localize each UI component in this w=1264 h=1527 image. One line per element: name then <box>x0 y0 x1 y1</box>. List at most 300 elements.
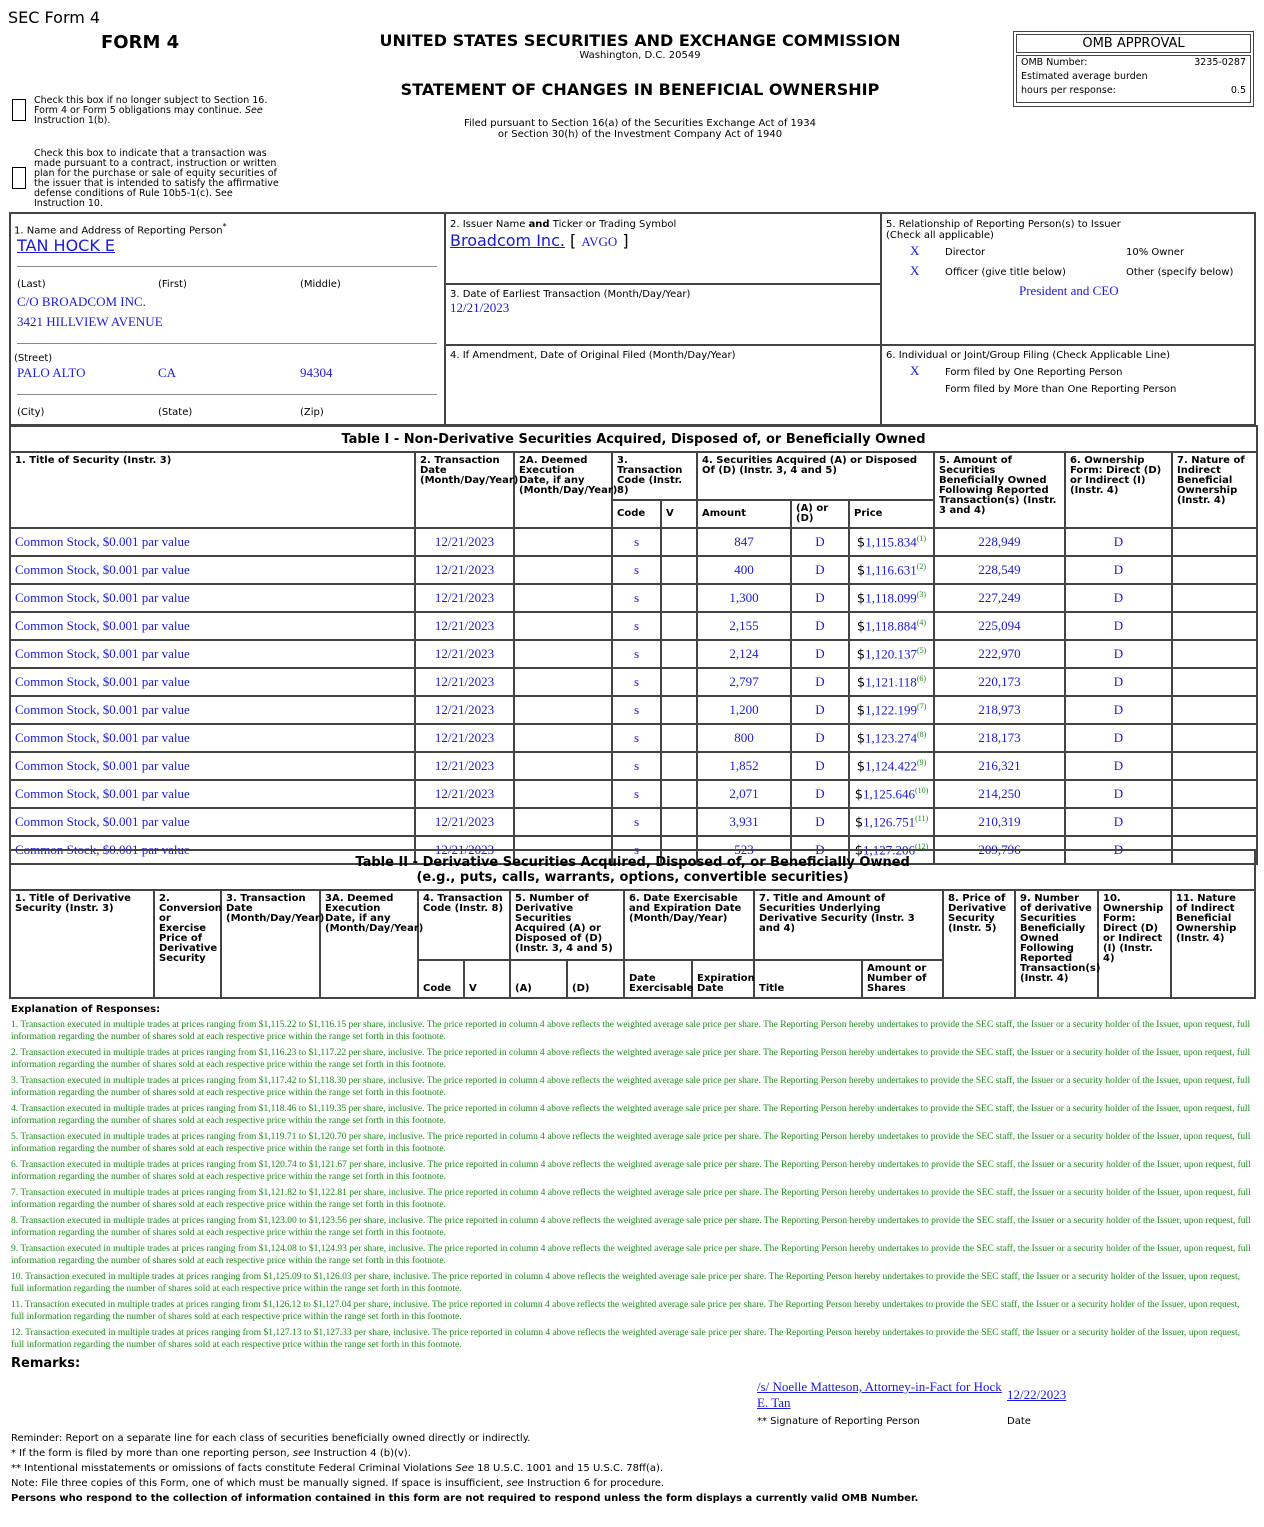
officer-title: President and CEO <box>1019 283 1119 298</box>
derivative-table <box>9 849 1256 999</box>
footnote: 12. Transaction executed in multiple trades at prices ranging from $1,127.13 to $1,127.33 per share, inclusive. The price reported in column 4 above reflects the weighted average sale price per share. The Reporting Person hereby undertakes to provide the SEC staff, the Issuer or a security holder of the Issuer, upon request, full information regarding the number of shares sold at each respective price within the range set forth in this footnote. <box>11 1328 1240 1350</box>
table-row <box>10 696 1257 724</box>
table2-title-1: Table II - Derivative Securities Acquired, Disposed of, or Beneficially Owned <box>355 855 910 870</box>
checkbox1-line-c: Instruction 1(b). <box>34 115 111 126</box>
note-misstatements-b: 18 U.S.C. 1001 and 15 U.S.C. 78ff(a). <box>477 1463 664 1474</box>
explanation-section <box>11 1004 1251 1355</box>
v-cell <box>661 640 697 668</box>
table2-subcol-amount: Amount or Number of Shares <box>862 960 943 998</box>
explanation-heading: Explanation of Responses: <box>11 1004 161 1015</box>
transaction-code-cell: s <box>612 808 661 836</box>
one-reporting-person-label: Form filed by One Reporting Person <box>945 367 1123 378</box>
ownership-form-cell: D <box>1065 724 1172 752</box>
table2-col-title: 1. Title of Derivative Security (Instr. 3) <box>10 890 154 998</box>
checkbox2-line: the issuer that is intended to satisfy the affirmative <box>34 178 279 189</box>
checkbox2-line: plan for the purchase or sale of equity securities of <box>34 168 277 179</box>
ownership-form-cell: D <box>1065 640 1172 668</box>
dollar-sign: $ <box>856 675 866 691</box>
dollar-sign: $ <box>854 843 863 859</box>
issuer-name-link[interactable]: Broadcom Inc. <box>450 231 565 250</box>
security-title-cell: Common Stock, $0.001 par value <box>10 584 415 612</box>
footnote-ref: (6) <box>916 673 927 683</box>
price-cell <box>849 696 934 724</box>
table2-subcol-a: (A) <box>510 960 567 998</box>
table1-col-ownership-form: 6. Ownership Form: Direct (D) or Indirect (I) (Instr. 4) <box>1065 452 1172 528</box>
price-value: 1,120.137 <box>864 646 917 662</box>
transaction-date-cell: 12/21/2023 <box>415 752 514 780</box>
table2-col-number: 5. Number of Derivative Securities Acquired (A) or Disposed of (D) (Instr. 3, 4 and 5) <box>510 890 624 960</box>
transaction-code-cell: s <box>612 724 661 752</box>
dollar-sign: $ <box>856 563 866 579</box>
amount-cell: 3,931 <box>697 808 791 836</box>
a-or-d-cell: D <box>791 584 849 612</box>
table2-col-underlying: 7. Title and Amount of Securities Underlying Derivative Security (Instr. 3 and 4) <box>754 890 943 960</box>
ticker-bracket-open: [ <box>570 231 577 250</box>
no-longer-subject-text <box>34 96 274 126</box>
first-label: (First) <box>158 279 187 290</box>
table-row <box>10 556 1257 584</box>
remarks-heading: Remarks: <box>11 1356 81 1371</box>
a-or-d-cell: D <box>791 752 849 780</box>
amount-owned-cell: 220,173 <box>934 668 1065 696</box>
note-misstatements-a: ** Intentional misstatements or omissions of facts constitute Federal Criminal Violations <box>11 1463 453 1474</box>
footnote: 8. Transaction executed in multiple trades at prices ranging from $1,123.00 to $1,123.56 per share, inclusive. The price reported in column 4 above reflects the weighted average sale price per share. The Reporting Person hereby undertakes to provide the SEC staff, the Issuer or a security holder of the Issuer, upon request, full information regarding the number of shares sold at each respective price within the range set forth in this footnote. <box>11 1216 1251 1238</box>
v-cell <box>661 556 697 584</box>
v-cell <box>661 668 697 696</box>
amount-cell: 523 <box>697 836 791 864</box>
table1-subcol-amount: Amount <box>697 500 791 528</box>
transaction-date-cell: 12/21/2023 <box>415 696 514 724</box>
price-cell <box>849 556 934 584</box>
security-title-cell: Common Stock, $0.001 par value <box>10 640 415 668</box>
signature-label: ** Signature of Reporting Person <box>757 1416 920 1427</box>
table-row <box>10 584 1257 612</box>
amount-owned-cell: 216,321 <box>934 752 1065 780</box>
multiple-reporting-persons-label: Form filed by More than One Reporting Person <box>945 384 1177 395</box>
table2-subcol-code: Code <box>418 960 464 998</box>
footnote-ref: (4) <box>916 617 927 627</box>
form-title: FORM 4 <box>101 32 180 53</box>
checkbox1-see: See <box>244 105 263 116</box>
price-value: 1,122.199 <box>864 702 917 718</box>
agency-name: UNITED STATES SECURITIES AND EXCHANGE COMMISSION <box>379 31 901 50</box>
filing-type-box <box>880 344 1256 426</box>
amount-cell: 847 <box>697 528 791 556</box>
note-misstatements-see: See <box>455 1463 474 1474</box>
v-cell <box>661 696 697 724</box>
transaction-code-cell: s <box>612 836 661 864</box>
transaction-code-cell: s <box>612 640 661 668</box>
table2-col-exercise-dates: 6. Date Exercisable and Expiration Date (Month/Day/Year) <box>624 890 754 960</box>
price-cell <box>849 584 934 612</box>
table-row <box>10 724 1257 752</box>
a-or-d-cell: D <box>791 780 849 808</box>
ownership-form-cell: D <box>1065 528 1172 556</box>
box3-label: 3. Date of Earliest Transaction (Month/Day/Year) <box>450 289 691 300</box>
ownership-form-cell: D <box>1065 808 1172 836</box>
price-value: 1,116.631 <box>865 562 917 578</box>
footnote-ref: (9) <box>916 757 927 767</box>
date-label: Date <box>1007 1416 1031 1427</box>
director-check-mark: X <box>910 243 920 258</box>
nature-cell <box>1172 808 1257 836</box>
issuer-box <box>444 212 882 285</box>
footnote: 9. Transaction executed in multiple trades at prices ranging from $1,124.08 to $1,124.93 per share, inclusive. The price reported in column 4 above reflects the weighted average sale price per share. The Reporting Person hereby undertakes to provide the SEC staff, the Issuer or a security holder of the Issuer, upon request, full information regarding the number of shares sold at each respective price within the range set forth in this footnote. <box>11 1244 1251 1266</box>
dollar-sign: $ <box>854 787 863 803</box>
omb-number-value: 3235-0287 <box>1194 57 1246 68</box>
box1-label: 1. Name and Address of Reporting Person <box>14 225 223 237</box>
box6-label: 6. Individual or Joint/Group Filing (Check Applicable Line) <box>886 350 1171 361</box>
rule-10b5-1-checkbox[interactable] <box>12 167 26 189</box>
ticker-bracket-close: ] <box>622 231 629 250</box>
amount-owned-cell: 225,094 <box>934 612 1065 640</box>
price-value: 1,127.206 <box>862 842 915 858</box>
table2-col-deemed-date: 3A. Deemed Execution Date, if any (Month/Day/Year) <box>320 890 418 998</box>
transaction-date-cell: 12/21/2023 <box>415 584 514 612</box>
dollar-sign: $ <box>856 619 866 635</box>
dollar-sign: $ <box>856 535 866 551</box>
reporting-person-box <box>9 212 446 426</box>
filed-pursuant-1: Filed pursuant to Section 16(a) of the Securities Exchange Act of 1934 <box>464 118 816 129</box>
table-row <box>10 528 1257 556</box>
price-value: 1,118.884 <box>865 618 917 634</box>
price-cell <box>849 668 934 696</box>
security-title-cell: Common Stock, $0.001 par value <box>10 668 415 696</box>
ownership-form-cell: D <box>1065 584 1172 612</box>
checkbox2-line: made pursuant to a contract, instruction or written <box>34 158 277 169</box>
table2-col-ownership-form: 10. Ownership Form: Direct (D) or Indirect (I) (Instr. 4) <box>1098 890 1171 998</box>
footnote: 4. Transaction executed in multiple trades at prices ranging from $1,118.46 to $1,119.35 per share, inclusive. The price reported in column 4 above reflects the weighted average sale price per share. The Reporting Person hereby undertakes to provide the SEC staff, the Issuer or a security holder of the Issuer, upon request, full information regarding the number of shares sold at each respective price within the range set forth in this footnote. <box>11 1104 1251 1126</box>
amount-cell: 1,200 <box>697 696 791 724</box>
dollar-sign: $ <box>856 703 865 719</box>
table1-col-date: 2. Transaction Date (Month/Day/Year) <box>415 452 514 528</box>
security-title-cell: Common Stock, $0.001 par value <box>10 808 415 836</box>
price-value: 1,124.422 <box>864 758 917 774</box>
dollar-sign: $ <box>856 591 866 607</box>
footnote-ref: (10) <box>914 785 929 795</box>
footnote-ref: (5) <box>916 645 927 655</box>
price-value: 1,118.099 <box>865 590 917 606</box>
amount-cell: 1,852 <box>697 752 791 780</box>
table2-title-2: (e.g., puts, calls, warrants, options, convertible securities) <box>416 870 849 885</box>
checkbox1-line-a: Check this box if no longer subject to Section 16. <box>34 95 268 106</box>
table1-subcol-a-or-d: (A) or (D) <box>791 500 849 528</box>
table-row <box>10 668 1257 696</box>
v-cell <box>661 584 697 612</box>
city-label: (City) <box>17 407 45 418</box>
nature-cell <box>1172 556 1257 584</box>
ownership-form-cell: D <box>1065 696 1172 724</box>
statement-title: STATEMENT OF CHANGES IN BENEFICIAL OWNERSHIP <box>400 80 880 99</box>
table1-col-amount-owned: 5. Amount of Securities Beneficially Owned Following Reported Transaction(s) (Instr. 3 and 4) <box>934 452 1065 528</box>
signature-date-link[interactable]: 12/22/2023 <box>1007 1387 1067 1402</box>
zip-value: 94304 <box>300 365 333 380</box>
nature-cell <box>1172 640 1257 668</box>
checkbox2-line: Check this box to indicate that a transaction was <box>34 148 267 159</box>
footnote-ref: (2) <box>916 561 927 571</box>
price-value: 1,115.834 <box>865 534 917 550</box>
note-reminder: Reminder: Report on a separate line for each class of securities beneficially owned directly or indirectly. <box>11 1433 531 1444</box>
a-or-d-cell: D <box>791 808 849 836</box>
a-or-d-cell: D <box>791 612 849 640</box>
omb-burden-label-1: Estimated average burden <box>1021 71 1148 82</box>
security-title-cell: Common Stock, $0.001 par value <box>10 556 415 584</box>
transaction-date-cell: 12/21/2023 <box>415 528 514 556</box>
nature-cell <box>1172 528 1257 556</box>
transaction-code-cell: s <box>612 752 661 780</box>
transaction-date-cell: 12/21/2023 <box>415 556 514 584</box>
deemed-date-cell <box>514 696 612 724</box>
table-row <box>10 612 1257 640</box>
deemed-date-cell <box>514 808 612 836</box>
dollar-sign: $ <box>856 647 865 663</box>
footnote: 5. Transaction executed in multiple trades at prices ranging from $1,119.71 to $1,120.70 per share, inclusive. The price reported in column 4 above reflects the weighted average sale price per share. The Reporting Person hereby undertakes to provide the SEC staff, the Issuer or a security holder of the Issuer, upon request, full information regarding the number of shares sold at each respective price within the range set forth in this footnote. <box>11 1132 1251 1154</box>
omb-number-label: OMB Number: <box>1021 57 1088 68</box>
transaction-date-cell: 12/21/2023 <box>415 640 514 668</box>
amount-owned-cell: 218,973 <box>934 696 1065 724</box>
amount-cell: 2,071 <box>697 780 791 808</box>
ten-percent-owner-label: 10% Owner <box>1126 247 1185 258</box>
table2-subcol-title: Title <box>754 960 862 998</box>
ownership-form-cell: D <box>1065 836 1172 864</box>
transaction-date-cell: 12/21/2023 <box>415 668 514 696</box>
zip-label: (Zip) <box>300 407 324 418</box>
footnote-ref: (1) <box>916 533 927 543</box>
ownership-form-cell: D <box>1065 612 1172 640</box>
table1-subcol-code: Code <box>612 500 661 528</box>
table2-col-number-owned: 9. Number of derivative Securities Beneficially Owned Following Reported Transaction(s) (Instr. 4) <box>1015 890 1098 998</box>
footnote: 7. Transaction executed in multiple trades at prices ranging from $1,121.82 to $1,122.81 per share, inclusive. The price reported in column 4 above reflects the weighted average sale price per share. The Reporting Person hereby undertakes to provide the SEC staff, the Issuer or a security holder of the Issuer, upon request, full information regarding the number of shares sold at each respective price within the range set forth in this footnote. <box>11 1188 1251 1210</box>
omb-title: OMB APPROVAL <box>1016 34 1251 53</box>
table2-col-code: 4. Transaction Code (Instr. 8) <box>418 890 510 960</box>
box5-label-1: 5. Relationship of Reporting Person(s) to Issuer <box>886 219 1121 230</box>
omb-burden-label-2: hours per response: <box>1021 85 1116 96</box>
transaction-date-cell: 12/21/2023 <box>415 724 514 752</box>
director-label: Director <box>945 247 986 258</box>
address-line-2: 3421 HILLVIEW AVENUE <box>17 314 163 329</box>
amount-owned-cell: 228,549 <box>934 556 1065 584</box>
nature-cell <box>1172 780 1257 808</box>
transaction-code-cell: s <box>612 780 661 808</box>
footnote: 6. Transaction executed in multiple trades at prices ranging from $1,120.74 to $1,121.67 per share, inclusive. The price reported in column 4 above reflects the weighted average sale price per share. The Reporting Person hereby undertakes to provide the SEC staff, the Issuer or a security holder of the Issuer, upon request, full information regarding the number of shares sold at each respective price within the range set forth in this footnote. <box>11 1160 1251 1182</box>
deemed-date-cell <box>514 724 612 752</box>
note-multiple-persons-b: Instruction 4 (b)(v). <box>313 1448 411 1459</box>
footnote: 10. Transaction executed in multiple trades at prices ranging from $1,125.09 to $1,126.03 per share, inclusive. The price reported in column 4 above reflects the weighted average sale price per share. The Reporting Person hereby undertakes to provide the SEC staff, the Issuer or a security holder of the Issuer, upon request, full information regarding the number of shares sold at each respective price within the range set forth in this footnote. <box>11 1272 1240 1294</box>
note-copies-see: see <box>506 1478 524 1489</box>
nature-cell <box>1172 752 1257 780</box>
table2-col-nature: 11. Nature of Indirect Beneficial Ownership (Instr. 4) <box>1171 890 1255 998</box>
footnote: 11. Transaction executed in multiple trades at prices ranging from $1,126.12 to $1,127.04 per share, inclusive. The price reported in column 4 above reflects the weighted average sale price per share. The Reporting Person hereby undertakes to provide the SEC staff, the Issuer or a security holder of the Issuer, upon request, full information regarding the number of shares sold at each respective price within the range set forth in this footnote. <box>11 1300 1240 1322</box>
earliest-transaction-box <box>444 283 882 346</box>
table2-col-conversion-price: 2. Conversion or Exercise Price of Derivative Security <box>154 890 221 998</box>
price-cell <box>849 612 934 640</box>
footnote-ref: (3) <box>916 589 927 599</box>
ownership-form-cell: D <box>1065 556 1172 584</box>
checkbox2-line: defense conditions of Rule 10b5-1(c). See <box>34 188 233 199</box>
table2-col-date: 3. Transaction Date (Month/Day/Year) <box>221 890 320 998</box>
a-or-d-cell: D <box>791 528 849 556</box>
table1-title: Table I - Non-Derivative Securities Acquired, Disposed of, or Beneficially Owned <box>10 426 1257 452</box>
middle-label: (Middle) <box>300 279 341 290</box>
box2-label-a: 2. Issuer Name <box>450 219 526 230</box>
ownership-form-cell: D <box>1065 752 1172 780</box>
one-person-check-mark: X <box>910 363 920 378</box>
security-title-cell: Common Stock, $0.001 par value <box>10 780 415 808</box>
note-copies-b: Instruction 6 for procedure. <box>527 1478 665 1489</box>
relationship-box <box>880 212 1256 346</box>
v-cell <box>661 752 697 780</box>
security-title-cell: Common Stock, $0.001 par value <box>10 612 415 640</box>
amount-cell: 400 <box>697 556 791 584</box>
table2-subcol-v: V <box>464 960 510 998</box>
security-title-cell: Common Stock, $0.001 par value <box>10 696 415 724</box>
last-label: (Last) <box>17 279 46 290</box>
a-or-d-cell: D <box>791 696 849 724</box>
price-value: 1,123.274 <box>864 730 917 746</box>
transaction-date-cell: 12/21/2023 <box>415 808 514 836</box>
deemed-date-cell <box>514 612 612 640</box>
state-label: (State) <box>158 407 193 418</box>
table1-subcol-price: Price <box>849 500 934 528</box>
signature-link[interactable]: /s/ Noelle Matteson, Attorney-in-Fact for Hock E. Tan <box>757 1379 1002 1410</box>
reporting-person-name-link[interactable]: TAN HOCK E <box>17 236 116 255</box>
v-cell <box>661 808 697 836</box>
amount-owned-cell: 218,173 <box>934 724 1065 752</box>
price-value: 1,126.751 <box>863 814 916 830</box>
transaction-code-cell: s <box>612 584 661 612</box>
amendment-box <box>444 344 882 426</box>
other-label: Other (specify below) <box>1126 267 1234 278</box>
footnote-ref: (8) <box>916 729 927 739</box>
nature-cell <box>1172 612 1257 640</box>
dollar-sign: $ <box>856 759 865 775</box>
price-cell <box>849 528 934 556</box>
footnote: 1. Transaction executed in multiple trades at prices ranging from $1,115.22 to $1,116.15 per share, inclusive. The price reported in column 4 above reflects the weighted average sale price per share. The Reporting Person hereby undertakes to provide the SEC staff, the Issuer or a security holder of the Issuer, upon request, full information regarding the number of shares sold at each respective price within the range set forth in this footnote. <box>11 1020 1251 1042</box>
amount-cell: 800 <box>697 724 791 752</box>
dollar-sign: $ <box>856 731 865 747</box>
amount-cell: 2,124 <box>697 640 791 668</box>
transaction-code-cell: s <box>612 556 661 584</box>
table1-col-deemed-date: 2A. Deemed Execution Date, if any (Month/Day/Year) <box>514 452 612 528</box>
table2-subcol-date-exercisable: Date Exercisable <box>624 960 692 998</box>
ownership-form-cell: D <box>1065 780 1172 808</box>
earliest-transaction-date: 12/21/2023 <box>450 300 510 315</box>
deemed-date-cell <box>514 640 612 668</box>
a-or-d-cell: D <box>791 668 849 696</box>
price-cell <box>849 752 934 780</box>
footnote-ref: (7) <box>916 701 927 711</box>
transaction-code-cell: s <box>612 668 661 696</box>
table1-col-nature: 7. Nature of Indirect Beneficial Ownership (Instr. 4) <box>1172 452 1257 528</box>
price-cell <box>849 724 934 752</box>
box4-label: 4. If Amendment, Date of Original Filed (Month/Day/Year) <box>450 350 736 361</box>
footnote: 3. Transaction executed in multiple trades at prices ranging from $1,117.42 to $1,118.30 per share, inclusive. The price reported in column 4 above reflects the weighted average sale price per share. The Reporting Person hereby undertakes to provide the SEC staff, the Issuer or a security holder of the Issuer, upon request, full information regarding the number of shares sold at each respective price within the range set forth in this footnote. <box>11 1076 1251 1098</box>
rule-10b5-1-text <box>34 149 279 209</box>
amount-owned-cell: 209,796 <box>934 836 1065 864</box>
footnote: 2. Transaction executed in multiple trades at prices ranging from $1,116.23 to $1,117.22 per share, inclusive. The price reported in column 4 above reflects the weighted average sale price per share. The Reporting Person hereby undertakes to provide the SEC staff, the Issuer or a security holder of the Issuer, upon request, full information regarding the number of shares sold at each respective price within the range set forth in this footnote. <box>11 1048 1251 1070</box>
note-copies-a: Note: File three copies of this Form, one of which must be manually signed. If space is insufficient, <box>11 1478 504 1489</box>
transaction-code-cell: s <box>612 528 661 556</box>
checkbox2-line: Instruction 10. <box>34 198 103 209</box>
nature-cell <box>1172 584 1257 612</box>
a-or-d-cell: D <box>791 640 849 668</box>
amount-owned-cell: 214,250 <box>934 780 1065 808</box>
table1-col-acquired-disposed: 4. Securities Acquired (A) or Disposed Of (D) (Instr. 3, 4 and 5) <box>697 452 934 500</box>
page-label: SEC Form 4 <box>8 8 101 27</box>
dollar-sign: $ <box>854 815 864 831</box>
security-title-cell: Common Stock, $0.001 par value <box>10 752 415 780</box>
city-value: PALO ALTO <box>17 365 86 380</box>
nature-cell <box>1172 696 1257 724</box>
table1-col-title: 1. Title of Security (Instr. 3) <box>10 452 415 528</box>
footnote-ref: (12) <box>914 841 929 851</box>
price-cell <box>849 808 934 836</box>
v-cell <box>661 780 697 808</box>
v-cell <box>661 528 697 556</box>
address-line-1: C/O BROADCOM INC. <box>17 294 146 309</box>
v-cell <box>661 612 697 640</box>
officer-check-mark: X <box>910 263 920 278</box>
amount-owned-cell: 210,319 <box>934 808 1065 836</box>
security-title-cell: Common Stock, $0.001 par value <box>10 528 415 556</box>
amount-cell: 2,797 <box>697 668 791 696</box>
security-title-cell: Common Stock, $0.001 par value <box>10 724 415 752</box>
non-derivative-table <box>9 425 1258 865</box>
table2-col-price: 8. Price of Derivative Security (Instr. 5) <box>943 890 1015 998</box>
box5-label-2: (Check all applicable) <box>886 230 994 241</box>
amount-owned-cell: 222,970 <box>934 640 1065 668</box>
price-cell <box>849 780 934 808</box>
amount-owned-cell: 228,949 <box>934 528 1065 556</box>
checkbox1-line-b: Form 4 or Form 5 obligations may continue. <box>34 105 242 116</box>
deemed-date-cell <box>514 780 612 808</box>
security-title-cell: Common Stock, $0.001 par value <box>10 836 415 864</box>
table1-col-code: 3. Transaction Code (Instr. 8) <box>612 452 697 500</box>
filed-pursuant-2: or Section 30(h) of the Investment Company Act of 1940 <box>497 129 783 140</box>
price-cell <box>849 640 934 668</box>
table-row <box>10 752 1257 780</box>
omb-approval-box <box>1013 31 1254 107</box>
deemed-date-cell <box>514 752 612 780</box>
transaction-code-cell: s <box>612 612 661 640</box>
omb-burden-value: 0.5 <box>1230 85 1246 96</box>
a-or-d-cell: D <box>791 556 849 584</box>
table-row <box>10 780 1257 808</box>
table-row <box>10 640 1257 668</box>
deemed-date-cell <box>514 556 612 584</box>
deemed-date-cell <box>514 528 612 556</box>
footnote-ref: (11) <box>915 813 929 823</box>
table1-subcol-v: V <box>661 500 697 528</box>
note-multiple-persons-a: * If the form is filed by more than one reporting person, <box>11 1448 290 1459</box>
street-label: (Street) <box>14 353 53 364</box>
box2-label-and: and <box>528 219 550 230</box>
transaction-date-cell: 12/21/2023 <box>415 612 514 640</box>
no-longer-subject-checkbox[interactable] <box>12 99 26 121</box>
table-row <box>10 808 1257 836</box>
a-or-d-cell: D <box>791 836 849 864</box>
agency-location: Washington, D.C. 20549 <box>579 50 701 61</box>
box2-label-b: Ticker or Trading Symbol <box>552 219 677 230</box>
amount-cell: 2,155 <box>697 612 791 640</box>
transaction-date-cell: 12/21/2023 <box>415 780 514 808</box>
state-value: CA <box>158 365 177 380</box>
deemed-date-cell <box>514 668 612 696</box>
table2-subcol-d: (D) <box>567 960 624 998</box>
ticker-symbol: AVGO <box>581 234 618 249</box>
price-value: 1,125.646 <box>862 786 915 802</box>
officer-label: Officer (give title below) <box>945 267 1066 278</box>
